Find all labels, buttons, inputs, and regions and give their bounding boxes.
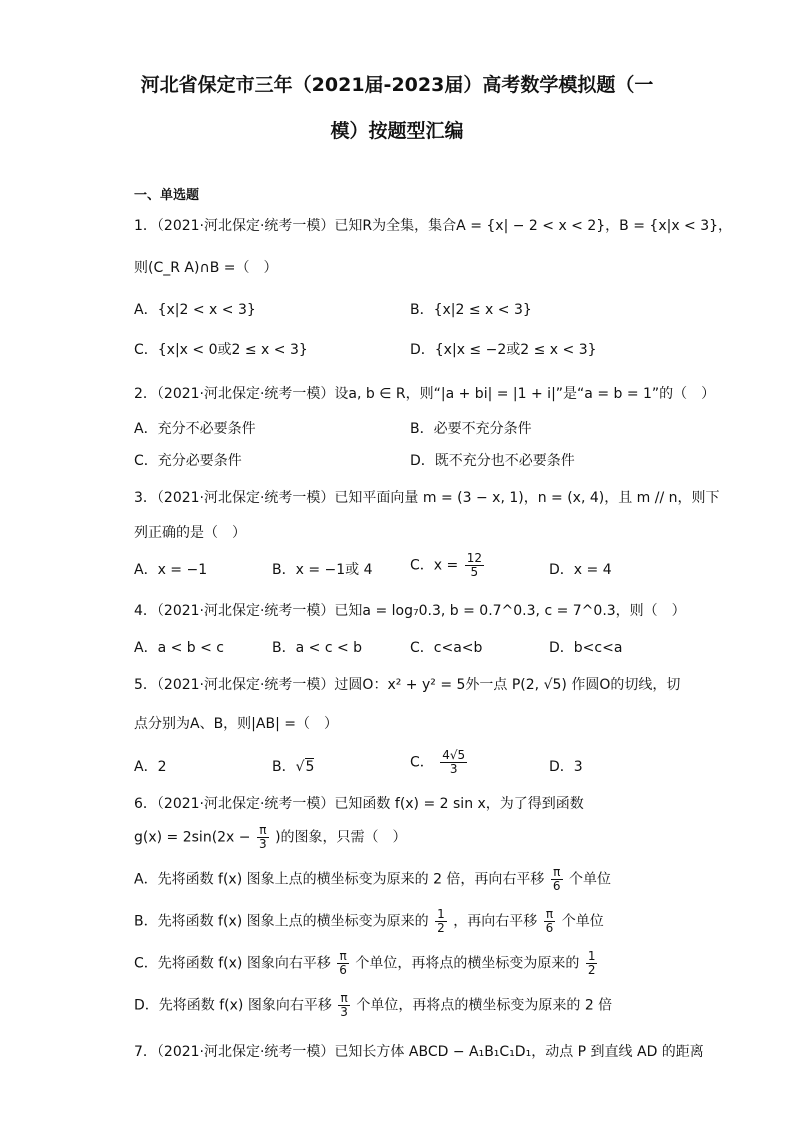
q5-option-c-fraction — [440, 749, 467, 776]
section-heading: 一、单选题 — [134, 188, 200, 203]
q1-stem-line2: 则(C_R A)∩B =（ ） — [134, 260, 278, 276]
q3-option-b: B．x = −1或 4 — [272, 562, 373, 578]
q6-option-c-mid: 个单位，再将点的横坐标变为原来的 — [355, 955, 580, 972]
fraction-numerator: π — [338, 992, 350, 1006]
q3-option-c-prefix: C．x = — [410, 557, 459, 574]
q6-option-a-suffix: 个单位 — [568, 871, 611, 888]
title-line-1: 河北省保定市三年（2021届-2023届）高考数学模拟题（一 — [140, 74, 654, 96]
sqrt-radicand: 5 — [305, 759, 315, 775]
q6-option-b-mid: ，再向右平移 — [453, 913, 538, 930]
fraction-denominator: 6 — [545, 921, 554, 935]
q3-option-c-fraction — [465, 552, 484, 579]
q2-option-b: B．必要不充分条件 — [410, 421, 532, 437]
q1-option-a: A．{x|2 < x < 3} — [134, 302, 256, 318]
q5-option-c — [410, 749, 469, 776]
q6-option-d-text: D．先将函数 f(x) 图象向右平移 — [134, 997, 332, 1014]
q5-stem-line2: 点分别为A、B，则|AB| =（ ） — [134, 716, 338, 732]
q5-option-b — [272, 757, 314, 777]
fraction-numerator: π — [551, 866, 563, 880]
fraction-denominator: 5 — [470, 565, 479, 579]
q3-stem-line2: 列正确的是（ ） — [134, 525, 246, 541]
fraction-numerator: 1 — [437, 907, 445, 921]
q6-option-b-fraction-2 — [544, 908, 556, 935]
fraction-denominator: 2 — [437, 921, 445, 935]
sqrt-sign: √ — [295, 759, 305, 775]
q6-option-d-fraction — [338, 992, 350, 1019]
fraction-numerator: 4√5 — [442, 748, 466, 762]
fraction-numerator: π — [544, 908, 556, 922]
q4-option-a: A．a < b < c — [134, 640, 225, 656]
fraction-denominator: 3 — [449, 762, 458, 776]
q6-option-b-suffix: 个单位 — [561, 913, 604, 930]
q5-option-d: D．3 — [549, 759, 583, 775]
q4-stem: 4．（2021·河北保定·统考一模）已知a = log₇0.3, b = 0.7^0.3, c = 7^0.3，则（ ） — [134, 603, 686, 619]
q6-option-d-suffix: 个单位，再将点的横坐标变为原来的 2 倍 — [356, 997, 613, 1014]
q5-option-c-prefix: C． — [410, 754, 434, 771]
fraction-numerator: π — [337, 950, 349, 964]
fraction-numerator: 1 — [587, 949, 596, 963]
q3-option-a: A．x = −1 — [134, 562, 208, 578]
title-line-2: 模）按题型汇编 — [330, 120, 464, 142]
q7-stem: 7．（2021·河北保定·统考一模）已知长方体 ABCD − A₁B₁C₁D₁，动点 P 到直线 AD 的距离 — [134, 1044, 704, 1060]
q2-stem: 2．（2021·河北保定·统考一模）设a, b ∈ R，则“|a + bi| = |1 + i|”是“a = b = 1”的（ ） — [134, 386, 716, 402]
q6-stem-line2 — [134, 824, 407, 851]
q2-option-d: D．既不充分也不必要条件 — [410, 453, 575, 469]
q6-stem2-suffix: )的图象，只需（ ） — [275, 829, 407, 846]
q1-option-c: C．{x|x < 0或2 ≤ x < 3} — [134, 342, 308, 358]
q6-option-c — [134, 950, 599, 977]
q1-stem: 1．（2021·河北保定·统考一模）已知R为全集，集合A = {x| − 2 < x < 2}，B = {x|x < 3}， — [134, 218, 733, 234]
q6-stem2-fraction — [257, 824, 269, 851]
q2-option-c: C．充分必要条件 — [134, 453, 242, 469]
fraction-denominator: 6 — [339, 963, 347, 977]
fraction-denominator: 2 — [587, 963, 596, 977]
fraction-numerator: 12 — [466, 551, 482, 565]
q6-stem2-prefix: g(x) = 2sin(2x − — [134, 829, 251, 846]
q5-stem: 5．（2021·河北保定·统考一模）过圆O：x² + y² = 5外一点 P(2, √5) 作圆O的切线，切 — [134, 677, 681, 693]
q5-option-a: A．2 — [134, 759, 167, 775]
q3-option-c — [410, 552, 486, 579]
q4-option-c: C．c<a<b — [410, 640, 483, 656]
q6-option-a-fraction — [551, 866, 563, 893]
fraction-denominator: 3 — [258, 837, 267, 851]
q6-option-a — [134, 866, 611, 893]
q6-option-c-fraction-1 — [337, 950, 349, 977]
q3-option-d: D．x = 4 — [549, 562, 612, 578]
q6-option-b — [134, 908, 604, 935]
q6-option-d — [134, 992, 612, 1019]
q6-option-b-fraction-1 — [435, 908, 447, 935]
q3-stem: 3．（2021·河北保定·统考一模）已知平面向量 m = (3 − x, 1)，n = (x, 4)，且 m // n，则下 — [134, 490, 720, 506]
q6-option-c-fraction-2 — [586, 950, 598, 977]
fraction-denominator: 3 — [340, 1005, 348, 1019]
fraction-denominator: 6 — [552, 879, 561, 893]
q6-stem: 6．（2021·河北保定·统考一模）已知函数 f(x) = 2 sin x，为了得到函数 — [134, 796, 584, 812]
q6-option-c-text: C．先将函数 f(x) 图象向右平移 — [134, 955, 331, 972]
q6-option-b-text: B．先将函数 f(x) 图象上点的横坐标变为原来的 — [134, 913, 429, 930]
q2-option-a: A．充分不必要条件 — [134, 421, 256, 437]
document-title — [110, 62, 684, 154]
q1-option-d: D．{x|x ≤ −2或2 ≤ x < 3} — [410, 342, 597, 358]
q4-option-b: B．a < c < b — [272, 640, 363, 656]
q5-option-b-prefix: B． — [272, 759, 296, 775]
q6-option-a-text: A．先将函数 f(x) 图象上点的横坐标变为原来的 2 倍，再向右平移 — [134, 871, 545, 888]
fraction-numerator: π — [257, 824, 269, 838]
q1-option-b: B．{x|2 ≤ x < 3} — [410, 302, 532, 318]
q4-option-d: D．b<c<a — [549, 640, 623, 656]
